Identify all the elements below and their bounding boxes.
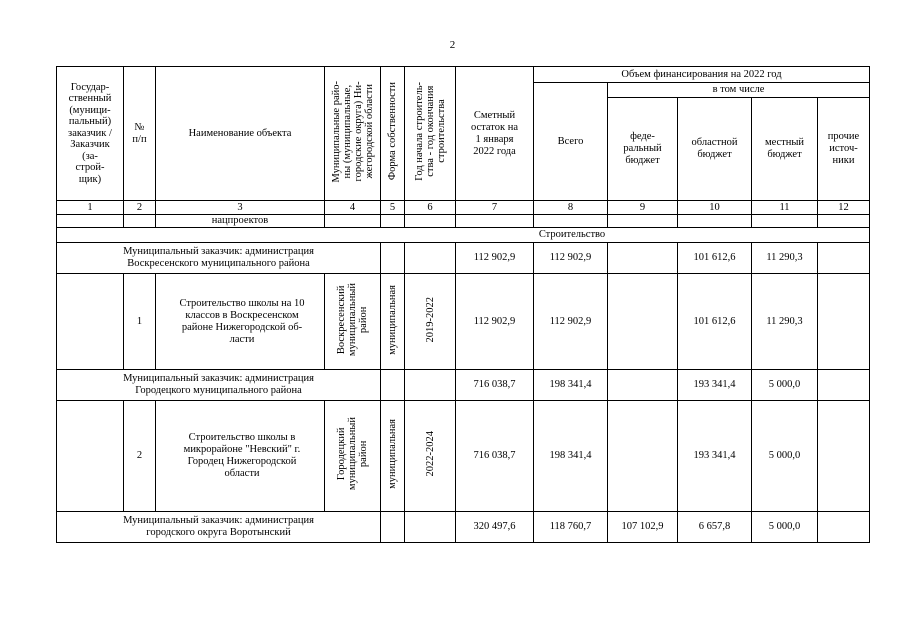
local-cell: 5 000,0 — [752, 370, 818, 401]
object-num: 1 — [124, 274, 156, 370]
balance-cell: 112 902,9 — [456, 274, 534, 370]
customer-name: Муниципальный заказчик: администрация Городецкого муниципального района — [57, 370, 381, 401]
column-number: 8 — [534, 201, 608, 215]
column-number: 1 — [57, 201, 124, 215]
page-number: 2 — [449, 39, 456, 51]
column-number: 5 — [381, 201, 405, 215]
regional-cell: 193 341,4 — [678, 401, 752, 512]
header-object-name: Наименование объекта — [156, 67, 325, 201]
column-number: 2 — [124, 201, 156, 215]
local-cell: 11 290,3 — [752, 243, 818, 274]
column-numbers-row — [57, 201, 870, 215]
balance-cell: 112 902,9 — [456, 243, 534, 274]
balance-cell: 716 038,7 — [456, 370, 534, 401]
column-number: 9 — [608, 201, 678, 215]
header-num: № п/п — [124, 67, 156, 201]
customer-row — [57, 243, 870, 274]
total-cell: 112 902,9 — [534, 243, 608, 274]
local-cell: 5 000,0 — [752, 512, 818, 543]
balance-cell: 320 497,6 — [456, 512, 534, 543]
federal-cell — [608, 401, 678, 512]
customer-name: Муниципальный заказчик: администрация Воскресенского муниципального района — [57, 243, 381, 274]
section-row — [57, 228, 870, 243]
local-cell: 11 290,3 — [752, 274, 818, 370]
other-cell — [818, 243, 870, 274]
header-federal: феде- ральный бюджет — [608, 98, 678, 201]
object-name: Строительство школы в микрорайоне "Невский" г. Городец Нижегородской области — [156, 401, 325, 512]
object-row — [57, 274, 870, 370]
federal-cell — [608, 274, 678, 370]
header-balance: Сметный остаток на 1 января 2022 года — [456, 67, 534, 201]
header-regional: областной бюджет — [678, 98, 752, 201]
regional-cell: 193 341,4 — [678, 370, 752, 401]
header-total: Всего — [534, 83, 608, 201]
header-years: Год начала строитель- ства - год окончания строительства — [405, 67, 456, 201]
column-number: 3 — [156, 201, 325, 215]
local-cell: 5 000,0 — [752, 401, 818, 512]
federal-cell — [608, 243, 678, 274]
other-cell — [818, 274, 870, 370]
header-ownership: Форма собственности — [381, 67, 405, 201]
header-funding-title: Объем финансирования на 2022 год — [534, 67, 870, 83]
column-number: 4 — [325, 201, 381, 215]
other-cell — [818, 370, 870, 401]
total-cell: 198 341,4 — [534, 401, 608, 512]
regional-cell: 101 612,6 — [678, 243, 752, 274]
total-cell: 112 902,9 — [534, 274, 608, 370]
other-cell — [818, 512, 870, 543]
column-number: 10 — [678, 201, 752, 215]
column-number: 11 — [752, 201, 818, 215]
regional-cell: 101 612,6 — [678, 274, 752, 370]
header-other: прочие источ- ники — [818, 98, 870, 201]
financing-table — [56, 66, 870, 543]
header-customer: Государ- ственный (муници- пальный) заказчик / Заказчик (за- строй- щик) — [57, 67, 124, 201]
object-municipality: Воскресенский муниципальный район — [325, 274, 381, 370]
customer-row — [57, 512, 870, 543]
federal-cell — [608, 370, 678, 401]
object-years: 2022-2024 — [405, 401, 456, 512]
object-ownership: муниципальная — [381, 274, 405, 370]
object-row — [57, 401, 870, 512]
customer-name: Муниципальный заказчик: администрация городского округа Воротынский — [57, 512, 381, 543]
other-cell — [818, 401, 870, 512]
balance-cell: 716 038,7 — [456, 401, 534, 512]
continuation-text: нацпроектов — [156, 215, 325, 228]
section-title: Строительство — [57, 228, 870, 243]
object-num: 2 — [124, 401, 156, 512]
header-local: местный бюджет — [752, 98, 818, 201]
object-municipality: Городецкий муниципальный район — [325, 401, 381, 512]
header-municipality: Муниципальные райо- ны (муниципальные, городские округа) Ни- жегородской области — [325, 67, 381, 201]
customer-row — [57, 370, 870, 401]
column-number: 7 — [456, 201, 534, 215]
object-ownership: муниципальная — [381, 401, 405, 512]
federal-cell: 107 102,9 — [608, 512, 678, 543]
column-number: 6 — [405, 201, 456, 215]
header-including: в том числе — [608, 83, 870, 98]
regional-cell: 6 657,8 — [678, 512, 752, 543]
object-name: Строительство школы на 10 классов в Воскресенском районе Нижегородской об- ласти — [156, 274, 325, 370]
object-years: 2019-2022 — [405, 274, 456, 370]
total-cell: 198 341,4 — [534, 370, 608, 401]
total-cell: 118 760,7 — [534, 512, 608, 543]
continuation-row — [57, 215, 870, 228]
column-number: 12 — [818, 201, 870, 215]
